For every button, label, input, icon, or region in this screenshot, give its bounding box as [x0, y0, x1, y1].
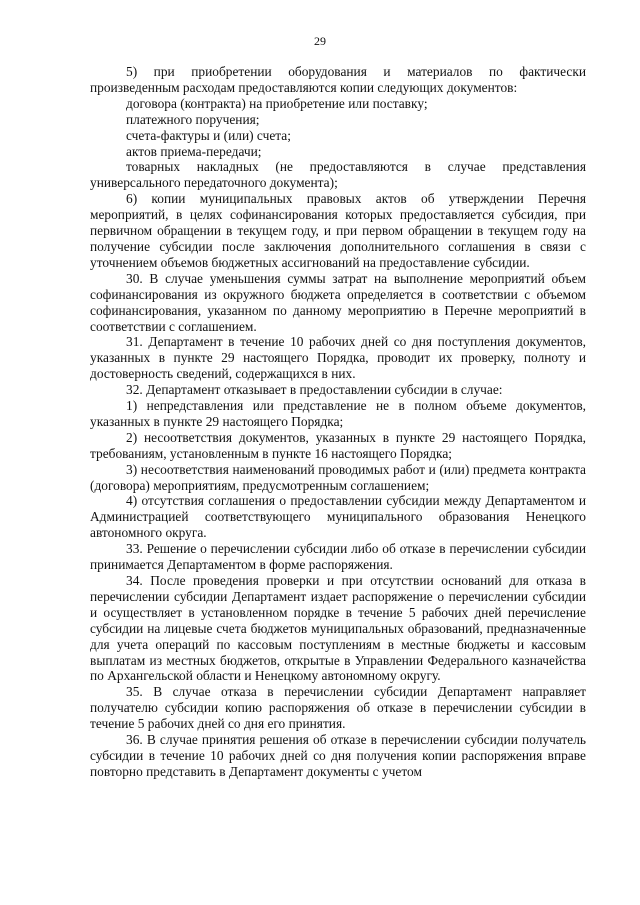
- paragraph-32-intro: 32. Департамент отказывает в предоставлении субсидии в случае:: [126, 382, 503, 398]
- item-6: 6) копии муниципальных правовых актов об утверждении Перечня мероприятий, в целях софинансирования которых предоставляется субсидия, при первичном обращении в текущем году, и при первом обращении в текущем году на получение субсидии после заключения дополнительного соглашения в связи с уточнением объемов бюджетных ассигнований на предоставление субсидии.: [90, 191, 586, 270]
- item-5-doc-contract: договора (контракта) на приобретение или поставку;: [126, 95, 428, 111]
- page-number: 29: [314, 34, 326, 48]
- paragraph-31: 31. Департамент в течение 10 рабочих дней со дня поступления документов, указанных в пункте 29 настоящего Порядка, проводит их проверку, полноту и достоверность сведений, содержащихся в них.: [90, 334, 586, 382]
- paragraph-35: 35. В случае отказа в перечислении субсидии Департамент направляет получателю субсидии копию распоряжения об отказе в перечислении субсидии в течение 5 рабочих дней со дня его принятия.: [90, 684, 586, 732]
- item-5-intro: 5) при приобретении оборудования и материалов по фактически произведенным расходам предоставляются копии следующих документов:: [90, 64, 586, 95]
- document-body: [90, 64, 586, 780]
- paragraph-34: 34. После проведения проверки и при отсутствии оснований для отказа в перечислении субсидии Департамент издает распоряжение о перечислении субсидии и осуществляет в установленном порядке в течение 5 рабочих дней перечисление субсидии на лицевые счета бюджетов муниципальных образований, предназначенные для учета операций по кассовым поступлениям в местные бюджеты и кассовым выплатам из местных бюджетов, открытые в Управлении Федерального казначейства по Архангельской области и Ненецкому автономному округу.: [90, 573, 586, 684]
- paragraph-32-item-1: 1) непредставления или представление не в полном объеме документов, указанных в пункте 29 настоящего Порядка;: [90, 398, 586, 429]
- paragraph-32-item-4: 4) отсутствия соглашения о предоставлении субсидии между Департаментом и Администрацией соответствующего муниципального образования Ненецкого автономного округа.: [90, 493, 586, 541]
- paragraph-36: 36. В случае принятия решения об отказе в перечислении субсидии получатель субсидии в течение 10 рабочих дней со дня получения копии распоряжения вправе повторно представить в Департамент документы с учетом: [90, 732, 586, 779]
- paragraph-32-item-2: 2) несоответствия документов, указанных в пункте 29 настоящего Порядка, требованиям, установленным в пункте 16 настоящего Порядка;: [90, 429, 586, 461]
- paragraph-32-item-3: 3) несоответствия наименований проводимых работ и (или) предмета контракта (договора) мероприятиям, предусмотренным соглашением;: [90, 461, 586, 493]
- paragraph-30: 30. В случае уменьшения суммы затрат на выполнение мероприятий объем софинансирования из окружного бюджета определяется в соответствии с объемом софинансирования, указанном по данному мероприятию в Перечне мероприятий в соответствии с соглашением.: [90, 270, 586, 334]
- paragraph-33: 33. Решение о перечислении субсидии либо об отказе в перечислении субсидии принимается Департаментом в форме распоряжения.: [90, 541, 586, 573]
- item-5-doc-invoice: счета-фактуры и (или) счета;: [126, 127, 291, 143]
- item-5-doc-acceptance-acts: актов приема-передачи;: [126, 143, 262, 159]
- item-5-doc-payment-order: платежного поручения;: [126, 111, 260, 127]
- item-5-doc-waybills: товарных накладных (не предоставляются в случае представления универсального передаточного документа);: [90, 159, 586, 191]
